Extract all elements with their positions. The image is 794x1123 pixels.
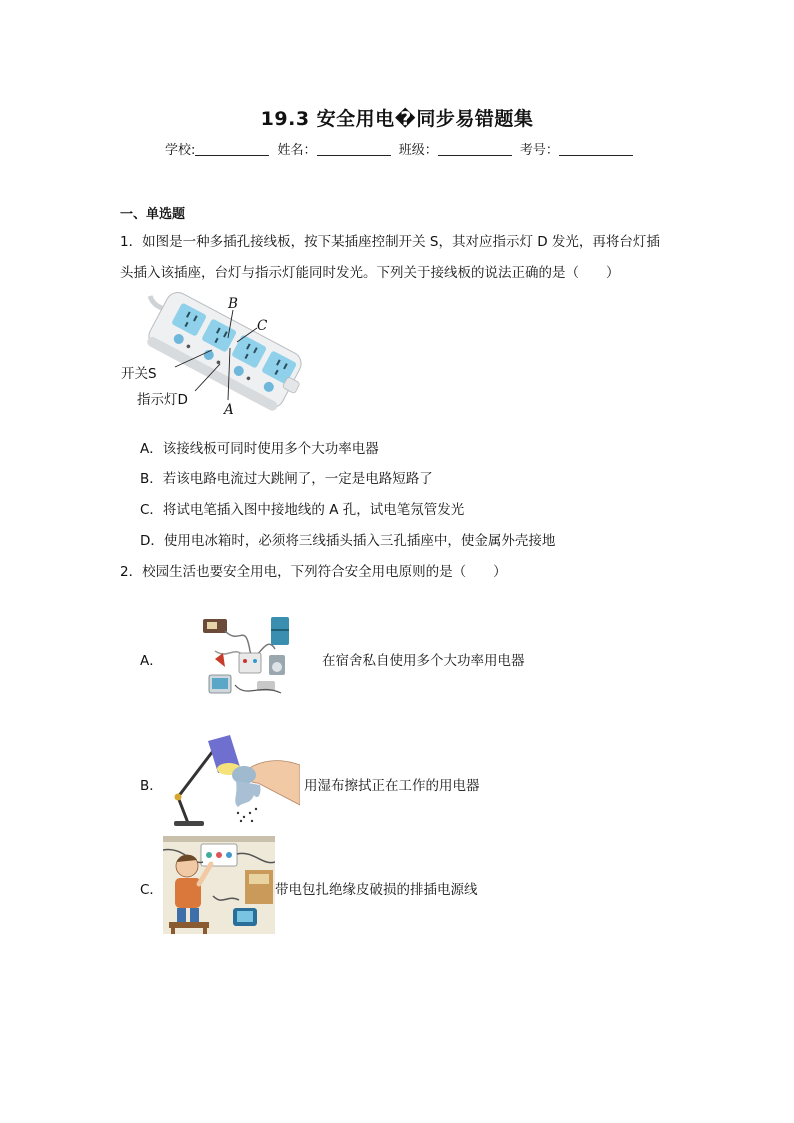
q2-option-b-text[interactable]: 用湿布擦拭正在工作的用电器 xyxy=(304,778,480,794)
student-info-line xyxy=(165,139,637,158)
name-label: 姓名： xyxy=(277,143,317,158)
q1-stem-line1: 1．如图是一种多插孔接线板，按下某插座控制开关 S，其对应指示灯 D 发光，再将台灯插 xyxy=(120,234,660,250)
q2-option-c-text[interactable]: 带电包扎绝缘皮破损的排插电源线 xyxy=(275,882,478,898)
label-a: A xyxy=(224,402,234,418)
overloaded-outlet-illustration xyxy=(195,611,305,703)
q2-stem: 2．校园生活也要安全用电，下列符合安全用电原则的是（ ） xyxy=(120,564,507,580)
school-label: 学校: xyxy=(165,143,196,158)
q2-option-b-letter[interactable]: B． xyxy=(140,778,163,794)
label-b: B xyxy=(228,296,238,312)
class-label: 班级： xyxy=(398,143,438,158)
q2-option-c-letter[interactable]: C． xyxy=(140,882,163,898)
repair-cord-illustration xyxy=(163,836,275,934)
wet-cloth-lamp-illustration xyxy=(168,735,300,830)
q2-option-a-text[interactable]: 在宿舍私自使用多个大功率用电器 xyxy=(322,653,525,669)
q1-option-b[interactable]: B．若该电路电流过大跳闸了，一定是电路短路了 xyxy=(140,471,433,487)
q1-option-c[interactable]: C．将试电笔插入图中接地线的 A 孔，试电笔氖管发光 xyxy=(140,502,465,518)
q1-option-d[interactable]: D．使用电冰箱时，必须将三线插头插入三孔插座中，使金属外壳接地 xyxy=(140,533,556,549)
name-blank[interactable] xyxy=(317,143,391,156)
q1-option-a[interactable]: A．该接线板可同时使用多个大功率电器 xyxy=(140,441,379,457)
q1-stem-line2: 头插入该插座，台灯与指示灯能同时发光。下列关于接线板的说法正确的是（ ） xyxy=(120,265,620,281)
section-heading: 一、单选题 xyxy=(120,207,186,222)
label-switch-s: 开关S xyxy=(121,366,157,382)
class-blank[interactable] xyxy=(438,143,512,156)
q2-option-a-letter[interactable]: A． xyxy=(140,653,163,669)
school-blank[interactable] xyxy=(195,143,269,156)
page-title: 19.3 安全用电�同步易错题集 xyxy=(260,108,534,130)
number-label: 考号： xyxy=(519,143,559,158)
label-indicator-d: 指示灯D xyxy=(137,392,188,408)
number-blank[interactable] xyxy=(559,143,633,156)
label-c: C xyxy=(257,318,268,334)
